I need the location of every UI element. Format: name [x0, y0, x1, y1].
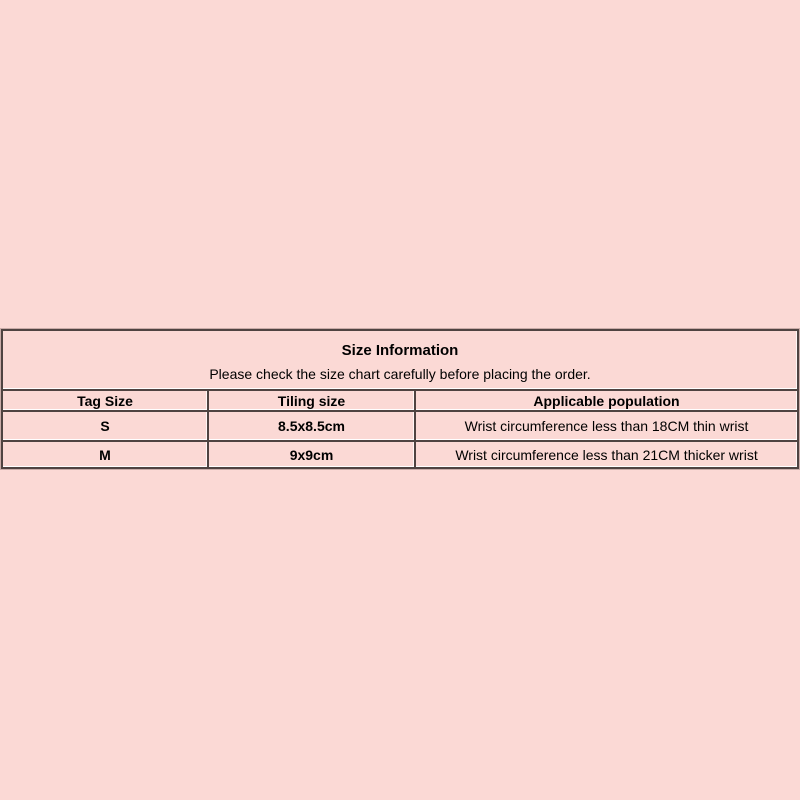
table-row-size-s	[2, 411, 798, 441]
size-chart-title: Size Information	[341, 341, 459, 359]
size-chart-table	[1, 329, 799, 469]
size-chart-subtitle: Please check the size chart carefully before placing the order.	[209, 365, 591, 382]
title-row	[2, 330, 798, 390]
tag-size-cell: M	[2, 441, 208, 468]
tiling-size-cell: 9x9cm	[208, 441, 415, 468]
column-header-tag-size: Tag Size	[2, 390, 208, 411]
column-header-row	[2, 390, 798, 411]
tiling-size-cell: 8.5x8.5cm	[208, 411, 415, 441]
column-header-applicable-population: Applicable population	[415, 390, 798, 411]
applicable-population-cell: Wrist circumference less than 21CM thicker wrist	[415, 441, 798, 468]
column-header-tiling-size: Tiling size	[208, 390, 415, 411]
table-row-size-m	[2, 441, 798, 468]
applicable-population-cell: Wrist circumference less than 18CM thin wrist	[415, 411, 798, 441]
title-cell	[2, 330, 798, 390]
tag-size-cell: S	[2, 411, 208, 441]
